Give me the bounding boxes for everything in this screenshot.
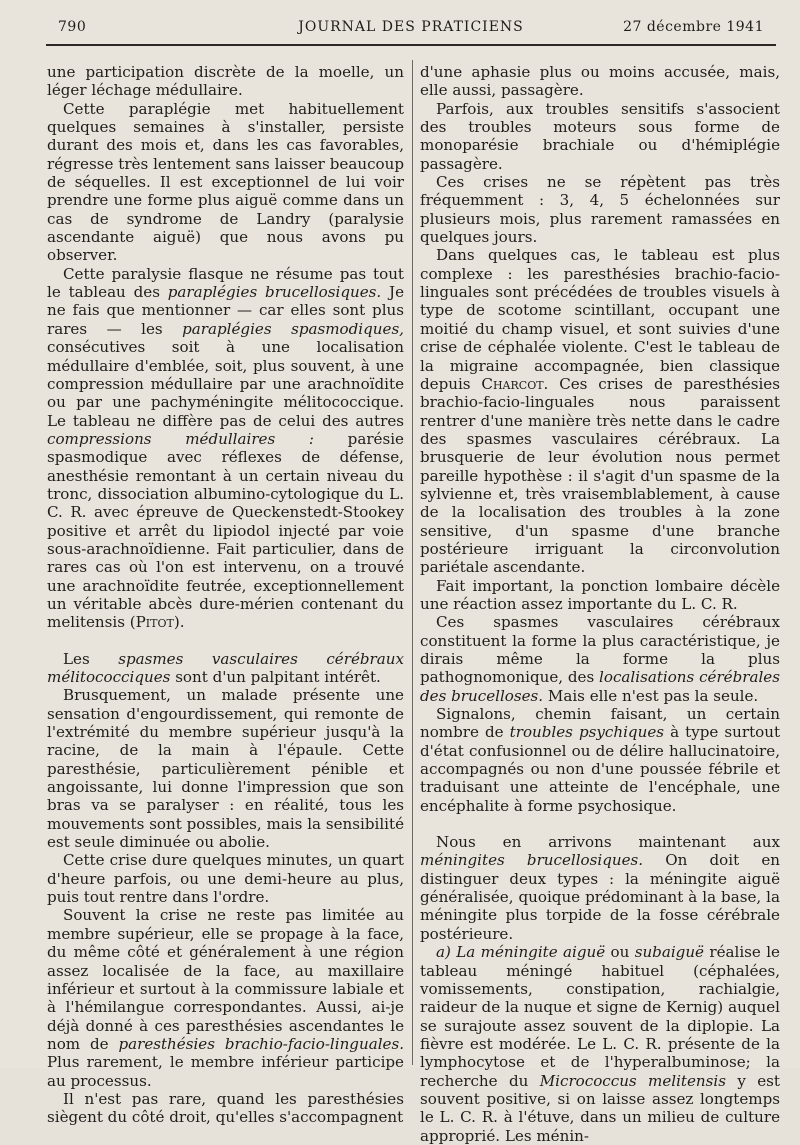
journal-title: JOURNAL DES PRATICIENS [298,19,524,35]
section-lead: Les spasmes vasculaires cérébraux mélitococciques sont d'un palpitant intérêt. [47,649,404,686]
paragraph: Cette paralysie flasque ne résume pas tout le tableau des paraplégies brucellosiques. Je ne fais que mentionner — car elles sont plus rares — les paraplégies spasmodiques, consécutives soit à une localisation médullaire d'emblée, soit, plus souvent, à une compression médullaire par une arachnoïdite ou par une pachyméningite mélitococcique. Le tableau ne diffère pas de celui des autres compressions médullaires : parésie spasmodique avec réflexes de défense, anesthésie remontant à un certain niveau du tronc, dissociation albumino-cytologique du L. C. R. avec épreuve de Queckenstedt-Stookey positive et arrêt du lipiodol injecté par voie sous-arachnoïdienne. Fait particulier, dans de rares cas où l'on est intervenu, on a trouvé une arachnoïdite feutrée, exceptionnellement un véritable abcès dure-mérien contenant du melitensis (Pitot). [47,264,405,632]
paragraph: Ces crises ne se répètent pas très fréquemment : 3, 4, 5 échelonnées sur plusieurs mois, plus rarement ramassées en quelques jours. [420,173,780,247]
paragraph: Parfois, aux troubles sensitifs s'associent des troubles moteurs sous forme de monoparésie brachiale ou d'hémiplégie passagère. [420,99,780,173]
paragraph: a) La méningite aiguë ou subaiguë réalise le tableau méningé habituel (céphalées, vomissements, constipation, rachialgie, raideur de la nuque et signe de Kernig) auquel se surajoute assez souvent de la diplopie. La fièvre est modérée. Le L. C. R. présente de la lymphocytose et de l'hyperalbuminose; la recherche du Micrococcus melitensis y est souvent positive, si on laisse assez longtemps le L. C. R. à l'étuve, dans un milieu de culture approprié. Les ménin- [420,943,780,1145]
issue-date: 27 décembre 1941 [623,19,764,35]
running-header [58,19,764,41]
paragraph: une participation discrète de la moelle, un léger léchage médullaire. [47,63,404,100]
paragraph: Cette crise dure quelques minutes, un quart d'heure parfois, ou une demi-heure au plus, puis tout rentre dans l'ordre. [47,851,404,907]
column-divider [412,60,413,1065]
paragraph: Cette paraplégie met habituellement quelques semaines à s'installer, persiste durant des mois et, dans les cas favorables, régresse très lentement sans laisser beaucoup de séquelles. Il est exceptionnel de lui voir prendre une forme plus aiguë comme dans un cas de syndrome de Landry (paralysie ascendante aiguë) que nous avons pu observer. [47,99,404,265]
right-column [420,63,780,1145]
section-lead: Nous en arrivons maintenant aux méningites brucellosiques. On doit en distinguer deux types : la méningite aiguë généralisée, quoique prédominant à la base, la méningite plus torpide de la fosse cérébrale postérieure. [420,833,780,943]
paragraph: Dans quelques cas, le tableau est plus complexe : les paresthésies brachio-facio-linguales sont précédées de troubles visuels à type de scotome scintillant, occupant une moitié du champ visuel, et sont suivies d'une crise de céphalée violente. C'est le tableau de la migraine accompagnée, bien classique depuis Charcot. Ces crises de paresthésies brachio-facio-linguales nous paraissent rentrer d'une manière très nette dans le cadre des spasmes vasculaires cérébraux. La brusquerie de leur évolution nous permet pareille hypothèse : il s'agit d'un spasme de la sylvienne et, très vraisemblablement, à cause de la localisation des troubles à la zone sensitive, d'un spasme d'une branche postérieure irriguant la circonvolution pariétale ascendante. [420,246,780,577]
paragraph: d'une aphasie plus ou moins accusée, mais, elle aussi, passagère. [420,63,780,100]
paragraph: Ces spasmes vasculaires cérébraux constituent la forme la plus caractéristique, je dirais même la forme la plus pathognomonique, des localisations cérébrales des brucelloses. Mais elle n'est pas la seule. [420,613,780,705]
paragraph: Fait important, la ponction lombaire décèle une réaction assez importante du L. C. R. [420,576,780,613]
page-number: 790 [58,19,87,35]
paragraph: Brusquement, un malade présente une sensation d'engourdissement, qui remonte de l'extrémité du membre supérieur jusqu'à la racine, de la main à l'épaule. Cette paresthésie, particulièrement pénible et angoissante, lui donne l'impression que son bras va se paralyser : en réalité, tous les mouvements sont possibles, mais la sensibilité est seule diminuée ou abolie. [47,686,404,852]
header-rule [46,44,776,46]
paragraph: Souvent la crise ne reste pas limitée au membre supérieur, elle se propage à la face, du même côté et généralement à une région assez localisée de la face, au maxillaire inférieur et surtout à la commissure labiale et à l'hémilangue correspondantes. Aussi, ai-je déjà donné à ces paresthésies ascendantes le nom de paresthésies brachio-facio-linguales. Plus rarement, le membre inférieur participe au processus. [47,906,404,1090]
paragraph: Signalons, chemin faisant, un certain nombre de troubles psychiques à type surtout d'état confusionnel ou de délire hallucinatoire, accompagnés ou non d'une poussée fébrile et traduisant une atteinte de l'encéphale, une encéphalite à forme psychosique. [420,705,781,815]
paragraph: Il n'est pas rare, quand les paresthésies siègent du côté droit, qu'elles s'accompagnent [47,1089,404,1127]
left-column [47,63,404,1127]
